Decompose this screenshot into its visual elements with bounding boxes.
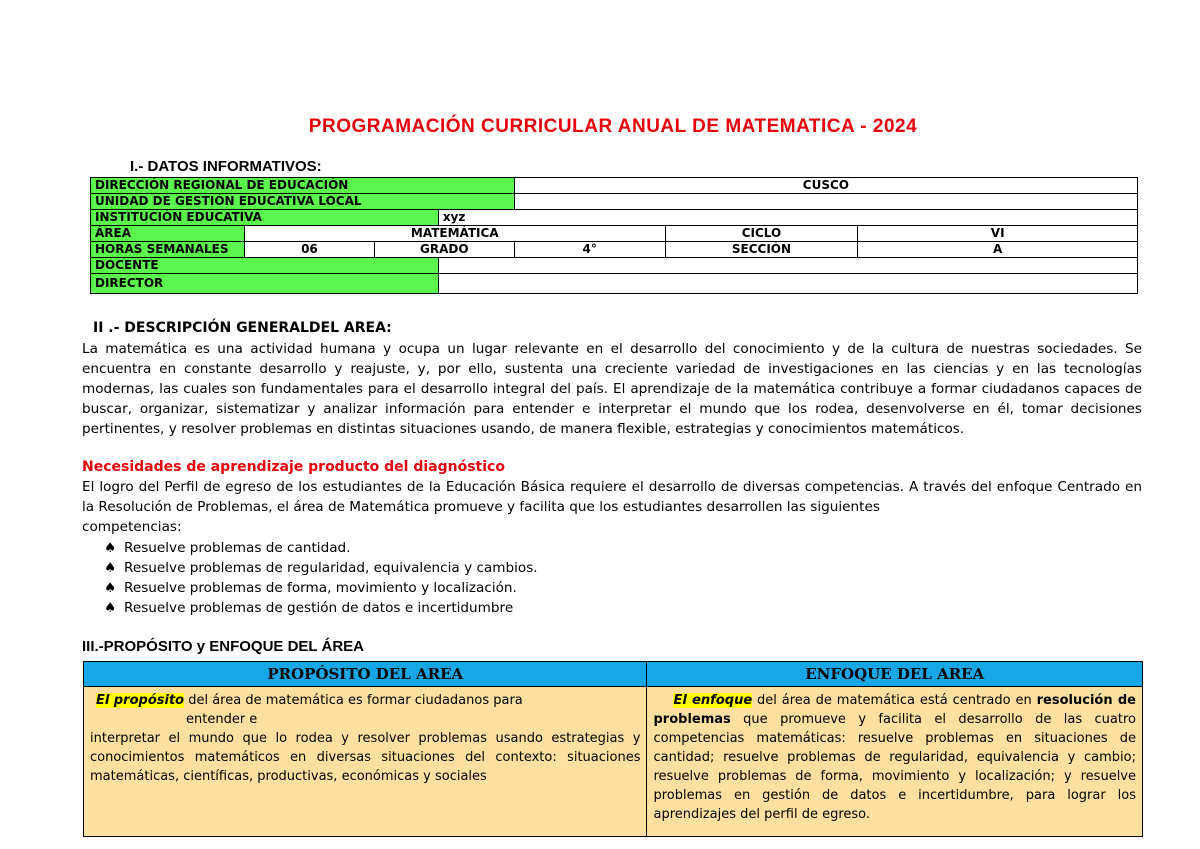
enfoque-highlight: El enfoque	[673, 693, 753, 708]
grado-value: 4°	[514, 242, 665, 258]
table-row	[91, 178, 1138, 194]
proposito-highlight: El propósito	[96, 693, 185, 708]
table-row	[91, 242, 1138, 258]
competencia-text: Resuelve problemas de regularidad, equivalencia y cambios.	[124, 560, 538, 576]
horas-label: HORAS SEMANALES	[91, 242, 245, 258]
table-row	[91, 274, 1138, 294]
competencia-text: Resuelve problemas de cantidad.	[124, 540, 351, 556]
section-descripcion-heading: II .- DESCRIPCIÓN GENERALDEL AREA:	[93, 320, 392, 336]
table-row	[91, 210, 1138, 226]
docente-label: DOCENTE	[91, 258, 439, 274]
proposito-cell	[84, 687, 647, 837]
area-value: MATEMÁTICA	[244, 226, 665, 242]
ugel-value	[514, 194, 1137, 210]
proposito-header: PROPÓSITO DEL AREA	[84, 662, 647, 687]
dre-value: CUSCO	[514, 178, 1137, 194]
table-row	[84, 687, 1143, 837]
list-item	[104, 558, 538, 578]
descripcion-paragraph: La matemática es una actividad humana y ocupa un lugar relevante en el desarrollo del conocimiento y de la cultura de nuestras sociedades. Se encuentra en constante desarrollo y reajuste, y, por ello, sustenta una creciente variedad de investigaciones en las ciencias y en las tecnologías modernas, las cuales son fundamentales para el desarrollo integral del país. El aprendizaje de la matemática contribuye a formar ciudadanos capaces de buscar, organizar, sistematizar y analizar información para entender e interpretar el mundo que los rodea, desenvolverse en él, tomar decisiones pertinentes, y resolver problemas en distintas situaciones usando, de manera flexible, estrategias y conocimientos matemáticos.	[82, 341, 1142, 437]
enfoque-part1: del área de matemática está centrado en	[752, 693, 1037, 708]
table-header-row	[84, 662, 1143, 687]
spade-icon: ♠	[104, 600, 117, 616]
needs-tail: competencias:	[82, 519, 182, 535]
competencia-text: Resuelve problemas de forma, movimiento y localización.	[124, 580, 517, 596]
dre-label: DIRECCIÓN REGIONAL DE EDUCACIÓN	[91, 178, 515, 194]
horas-value: 06	[244, 242, 374, 258]
proposito-line2: entender e	[186, 712, 258, 727]
docente-value	[438, 258, 1137, 274]
page-title: PROGRAMACIÓN CURRICULAR ANUAL DE MATEMATICA - 2024	[308, 116, 918, 137]
competencia-text: Resuelve problemas de gestión de datos e incertidumbre	[124, 600, 514, 616]
ugel-label: UNIDAD DE GESTIÓN EDUCATIVA LOCAL	[91, 194, 515, 210]
section-datos-heading: I.- DATOS INFORMATIVOS:	[130, 158, 322, 175]
seccion-value: A	[858, 242, 1138, 258]
section-proposito-heading: III.-PROPÓSITO y ENFOQUE DEL ÁREA	[82, 638, 364, 655]
spade-icon: ♠	[104, 540, 117, 556]
director-value	[438, 274, 1137, 294]
seccion-label: SECCIÓN	[665, 242, 858, 258]
spade-icon: ♠	[104, 580, 117, 596]
needs-heading: Necesidades de aprendizaje producto del diagnóstico	[82, 459, 505, 475]
ciclo-value: VI	[858, 226, 1138, 242]
enfoque-bold: resolución de problemas	[653, 693, 1136, 727]
ciclo-label: CICLO	[665, 226, 858, 242]
proposito-enfoque-table	[83, 661, 1143, 837]
enfoque-header: ENFOQUE DEL AREA	[647, 662, 1143, 687]
ie-label: INSTITUCIÓN EDUCATIVA	[91, 210, 439, 226]
proposito-line1: del área de matemática es formar ciudadanos para	[184, 693, 523, 708]
datos-informativos-table	[90, 177, 1138, 294]
area-label: ÁREA	[91, 226, 245, 242]
director-label: DIRECTOR	[91, 274, 439, 294]
grado-label: GRADO	[374, 242, 514, 258]
list-item	[104, 538, 351, 558]
list-item	[104, 598, 513, 618]
table-row	[91, 194, 1138, 210]
list-item	[104, 578, 517, 598]
needs-paragraph: El logro del Perfil de egreso de los estudiantes de la Educación Básica requiere el desarrollo de diversas competencias. A través del enfoque Centrado en la Resolución de Problemas, el área de Matemática promueve y facilita que los estudiantes desarrollen las siguientes	[82, 479, 1142, 515]
table-row	[91, 226, 1138, 242]
proposito-rest: interpretar el mundo que lo rodea y resolver problemas usando estrategias y conocimientos matemáticos en diversas situaciones del contexto: situaciones matemáticas, científicas, productivas, económicas y sociales	[90, 731, 641, 784]
ie-value: xyz	[438, 210, 1137, 226]
spade-icon: ♠	[104, 560, 117, 576]
enfoque-part2: que promueve y facilita el desarrollo de las cuatro competencias matemáticas: resuelve problemas en situaciones de cantidad; resuelve problemas de regularidad, equivalencia y cambio; resuelve problemas de forma, movimiento y localización; y resuelve problemas en gestión de datos e incertidumbre, para lograr los aprendizajes del perfil de egreso.	[653, 712, 1136, 822]
enfoque-cell	[647, 687, 1143, 837]
table-row	[91, 258, 1138, 274]
